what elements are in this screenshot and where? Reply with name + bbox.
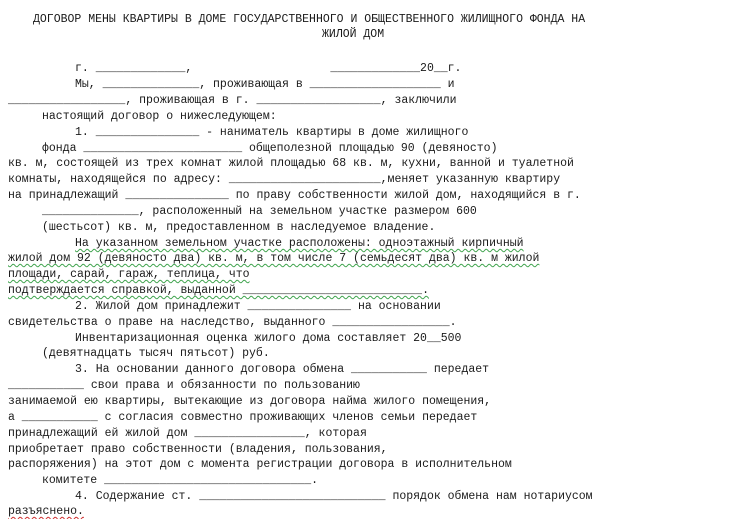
text-line: а ___________ с согласия совместно проживающих членов семьи передает (8, 411, 478, 424)
clause-3: 3. На основании данного договора обмена ___________ передает (75, 363, 490, 376)
text-line: На указанном земельном участке расположены: одноэтажный кирпичный (75, 237, 524, 250)
text-line: _________________, проживающая в г. __________________, заключили (8, 94, 457, 107)
text-line: приобретает право собственности (владения, пользования, (8, 443, 388, 456)
text-line: фонда _______________________ общеполезной площадью 90 (девяносто) (42, 142, 498, 155)
text-line: разъяснено. (8, 505, 84, 518)
document-title: ДОГОВОР МЕНЫ КВАРТИРЫ В ДОМЕ ГОСУДАРСТВЕННОГО И ОБЩЕСТВЕННОГО ЖИЛИЩНОГО ФОНДА НА (33, 13, 586, 26)
clause-2: 2. Жилой дом принадлежит _______________ на основании (75, 300, 441, 313)
text-line: комнаты, находящейся по адресу: ______________________,меняет указанную квартиру (8, 173, 561, 186)
text-line: занимаемой ею квартиры, вытекающие из договора найма жилого помещения, (8, 395, 492, 408)
text-line: подтверждается справкой, выданной __________________________. (8, 284, 429, 297)
text-line: на принадлежащий _______________ по праву собственности жилой дом, находящийся в г. (8, 189, 581, 202)
text-line: кв. м, состоящей из трех комнат жилой площадью 68 кв. м, кухни, ванной и туалетной (8, 157, 574, 170)
clause-1: 1. _______________ - наниматель квартиры в доме жилищного (75, 126, 469, 139)
text-line: принадлежащий ей жилой дом ________________, которая (8, 427, 367, 440)
clause-4: 4. Содержание ст. ___________________________ порядок обмена нам нотариусом (75, 490, 593, 503)
text-line: г. _____________, _____________20__г. (75, 62, 462, 75)
text-line: настоящий договор о нижеследующем: (42, 110, 277, 123)
text-line: комитете ______________________________. (42, 474, 319, 487)
text-line: распоряжения) на этот дом с момента регистрации договора в исполнительном (8, 458, 512, 471)
text-line: (девятнадцать тысяч пятьсот) руб. (42, 347, 270, 360)
text-line: Мы, ______________, проживающая в ___________________ и (75, 78, 455, 91)
text-line: Инвентаризационная оценка жилого дома составляет 20__500 (75, 332, 462, 345)
text-line: жилой дом 92 (девяносто два) кв. м, в том числе 7 (семьдесят два) кв. м жилой (8, 252, 540, 265)
text-line: площади, сарай, гараж, теплица, что (8, 268, 250, 281)
text-line: ___________ свои права и обязанности по пользованию (8, 379, 360, 392)
document-title-continued: ЖИЛОЙ ДОМ (322, 28, 385, 41)
text-line: ______________, расположенный на земельном участке размером 600 (42, 205, 477, 218)
text-line: (шестьсот) кв. м, предоставленном в наследуемое владение. (42, 221, 436, 234)
text-line: свидетельства о праве на наследство, выданного _________________. (8, 316, 457, 329)
